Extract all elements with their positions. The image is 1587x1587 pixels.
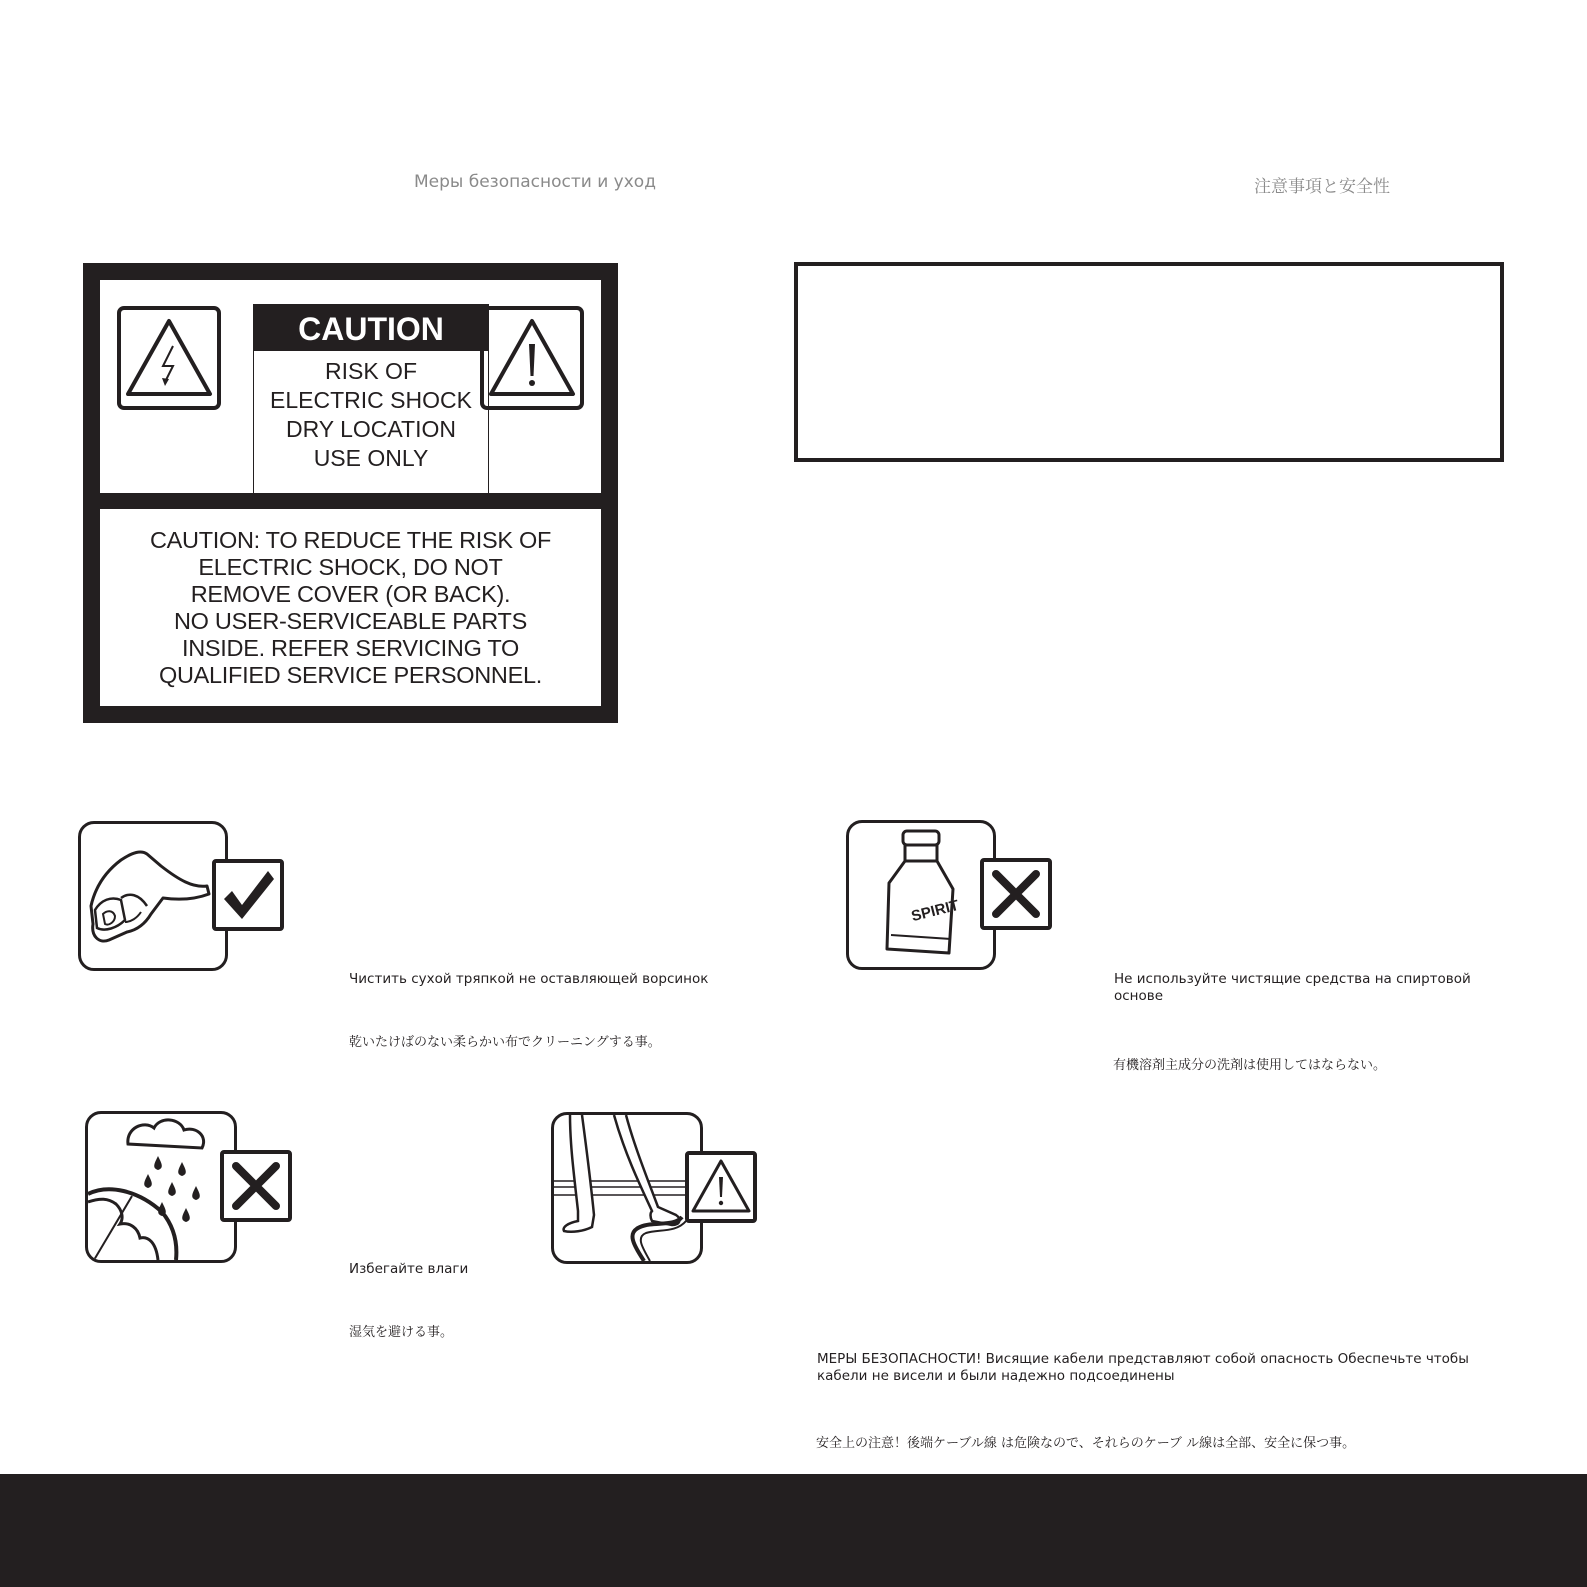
general-warning-box	[480, 306, 584, 410]
caution-label-line: RISK OF	[324, 358, 417, 384]
spirit-label: SPIRIT	[909, 896, 961, 926]
exclamation-warning-icon	[484, 310, 580, 406]
caution-text-line: NO USER-SERVICEABLE PARTS	[174, 607, 527, 634]
caution-label-body	[254, 351, 488, 473]
footer-bar	[0, 1474, 1587, 1587]
no-spirit-caption-ja: 有機溶剤主成分の洗剤は使用してはならない。	[1113, 1058, 1387, 1073]
empty-frame	[794, 262, 1504, 462]
caution-text-line: QUALIFIED SERVICE PERSONNEL.	[159, 661, 542, 688]
caution-text-section	[100, 509, 601, 706]
caution-panel	[83, 263, 618, 723]
caution-text-line: REMOVE COVER (OR BACK).	[190, 580, 511, 607]
dry-cloth-caption-ja: 乾いたけばのない柔らかい布でクリーニングする事。	[349, 1035, 661, 1050]
moisture-cross-box	[220, 1150, 292, 1222]
moisture-caption-ru: Избегайте влаги	[349, 1261, 469, 1277]
spirit-bottle-icon	[849, 823, 993, 967]
caution-label-line: ELECTRIC SHOCK	[270, 387, 472, 413]
caution-top-section	[100, 280, 601, 493]
checkmark-icon	[216, 863, 280, 927]
trip-hazard-icon	[554, 1115, 700, 1261]
cables-caption-ja: 安全上の注意！後端ケーブル線 は危険なので、それらのケーブ ル線は全部、安全に保つ事。	[816, 1436, 1356, 1451]
moisture-caption-ja: 湿気を避ける事。	[349, 1325, 454, 1340]
dry-cloth-caption-ru: Чистить сухой тряпкой не оставляющей ворсинок	[349, 971, 709, 987]
dry-cloth-pictogram	[78, 821, 228, 971]
cloth-hand-icon	[81, 824, 225, 968]
page-title-right: 注意事項と安全性	[1254, 177, 1390, 197]
spirit-cross-box	[980, 858, 1052, 930]
cables-caption-ru: МЕРЫ БЕЗОПАСНОСТИ! Висящие кабели представляют собой опасность Обеспечьте чтобы кабели не висели и были надежно подсоединены	[817, 1351, 1469, 1384]
lightning-warning-icon	[121, 310, 217, 406]
cross-icon	[224, 1154, 288, 1218]
exclamation-warning-icon	[689, 1155, 753, 1219]
spirit-pictogram	[846, 820, 996, 970]
electric-hazard-box	[117, 306, 221, 410]
cable-trip-pictogram	[551, 1112, 703, 1264]
no-spirit-caption-ru: Не используйте чистящие средства на спиртовой основе	[1114, 971, 1471, 1004]
cable-warning-box	[685, 1151, 757, 1223]
caution-text-line: INSIDE. REFER SERVICING TO	[182, 634, 519, 661]
caution-label-line: DRY LOCATION	[286, 416, 456, 442]
caution-text-line: ELECTRIC SHOCK, DO NOT	[198, 553, 503, 580]
caution-label-heading: CAUTION	[254, 305, 488, 351]
page-title-left: Меры безопасности и уход	[414, 172, 656, 192]
caution-text-line: CAUTION: TO REDUCE THE RISK OF	[150, 526, 551, 553]
moisture-pictogram	[85, 1111, 237, 1263]
cross-icon	[984, 862, 1048, 926]
caution-label-line: USE ONLY	[313, 445, 429, 471]
check-box	[212, 859, 284, 931]
rain-umbrella-icon	[88, 1114, 234, 1260]
caution-label	[253, 304, 489, 504]
